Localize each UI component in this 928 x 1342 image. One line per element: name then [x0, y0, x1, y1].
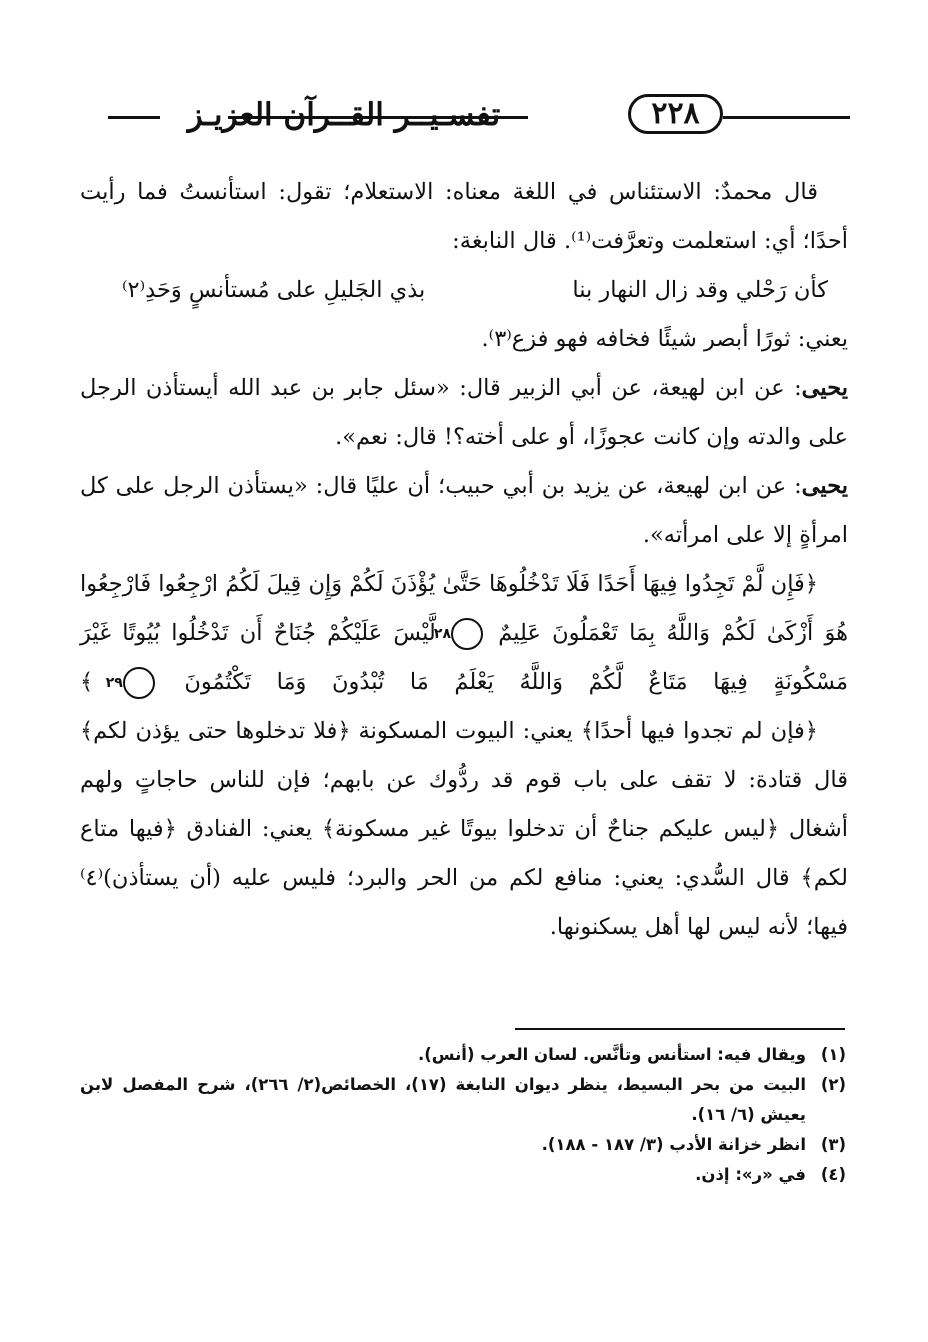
quran-verses [80, 560, 848, 707]
footnote [80, 1130, 846, 1160]
verse-first-hemistich: كأن رَحْلي وقد زال النهار بنا [572, 277, 828, 303]
footnote-number: (٣) [820, 1135, 846, 1154]
ayah-number-marker: ٢٨ [451, 618, 483, 650]
page-number: ٢٢٨ [628, 94, 723, 134]
verse-second-hemistich: بذي الجَليلِ على مُستأنسٍ وَحَدِ⁽٢⁾ [122, 277, 426, 303]
poem-verse [80, 266, 848, 315]
speaker-name: يحيى [801, 473, 848, 499]
paragraph-3 [80, 364, 848, 462]
speaker-name: يحيى [801, 375, 848, 401]
footnote-text: ويقال فيه: استأنس وتأنَّس. لسان العرب (أنس). [417, 1045, 806, 1064]
footnote-text: في «ر»: إذن. [695, 1165, 806, 1184]
footnote-text: البيت من بحر البسيط، ينظر ديوان النابغة (١٧)، الخصائص(٢/ ٢٦٦)، شرح المفصل لابن يعيش (٦/ ١٦). [80, 1075, 806, 1124]
quran-close-bracket: ﴾ [80, 669, 94, 695]
quran-text-1: ﴿فَإِن لَّمْ تَجِدُوا فِيهَا أَحَدًا فَلَا تَدْخُلُوهَا حَتَّىٰ يُؤْذَنَ لَكُمْ وَإِن قِيلَ لَكُمُ ارْجِعُوا فَارْجِعُوا هُوَ أَزْكَىٰ لَكُمْ وَاللَّهُ بِمَا تَعْمَلُونَ عَلِيمٌ [80, 571, 849, 646]
footnote-number: (١) [820, 1045, 846, 1064]
footnote [80, 1040, 846, 1070]
footnote-separator [515, 1028, 845, 1030]
footnote [80, 1070, 846, 1130]
page-header [108, 92, 850, 138]
paragraph-2: يعني: ثورًا أبصر شيئًا فخافه فهو فزع⁽٣⁾. [481, 326, 848, 352]
main-text [80, 168, 848, 952]
paragraph-1: قال محمدٌ: الاستئناس في اللغة معناه: الاستعلام؛ تقول: استأنستُ فما رأيت أحدًا؛ أي: استعلمت وتعرَّفت⁽¹⁾. قال النابغة: [80, 179, 848, 254]
footnotes [80, 1040, 846, 1190]
ayah-number-marker: ٢٩ [123, 667, 155, 699]
paragraph-3-text: : عن ابن لهيعة، عن أبي الزبير قال: «سئل جابر بن عبد الله أيستأذن الرجل على والدته وإن كانت عجوزًا، أو على أخته؟! قال: نعم». [80, 375, 848, 450]
paragraph-4 [80, 462, 848, 560]
paragraph-6: ﴿فإن لم تجدوا فيها أحدًا﴾ يعني: البيوت المسكونة ﴿فلا تدخلوها حتى يؤذن لكم﴾ قال قتادة: لا تقف على باب قوم قد ردُّوك عن بابهم؛ فإن للناس حاجاتٍ ولهم أشغال ﴿ليس عليكم جناحٌ أن تدخلوا بيوتًا غير مسكونة﴾ يعني: الفنادق ﴿فيها متاع لكم﴾ قال السُّدي: يعني: منافع لكم من الحر والبرد؛ فليس عليه (أن يستأذن)⁽٤⁾ فيها؛ لأنه ليس لها أهل يسكنونها. [80, 718, 848, 940]
footnote-number: (٤) [820, 1165, 846, 1184]
quran-text-2: لَّيْسَ عَلَيْكُمْ جُنَاحٌ أَن تَدْخُلُوا بُيُوتًا غَيْرَ مَسْكُونَةٍ فِيهَا مَتَاعٌ لَّكُمْ وَاللَّهُ يَعْلَمُ مَا تُبْدُونَ وَمَا تَكْتُمُونَ [80, 620, 849, 695]
footnote-text: انظر خزانة الأدب (٣/ ١٨٧ - ١٨٨). [541, 1135, 806, 1154]
running-title: تفسـيــر القــرآن العزيـز [187, 97, 501, 133]
header-rule-left [108, 116, 160, 119]
header-rule-right [723, 116, 850, 119]
footnote [80, 1160, 846, 1190]
footnote-number: (٢) [820, 1075, 846, 1094]
paragraph-4-text: : عن ابن لهيعة، عن يزيد بن أبي حبيب؛ أن عليًا قال: «يستأذن الرجل على كل امرأةٍ إلا على امرأته». [80, 473, 848, 548]
